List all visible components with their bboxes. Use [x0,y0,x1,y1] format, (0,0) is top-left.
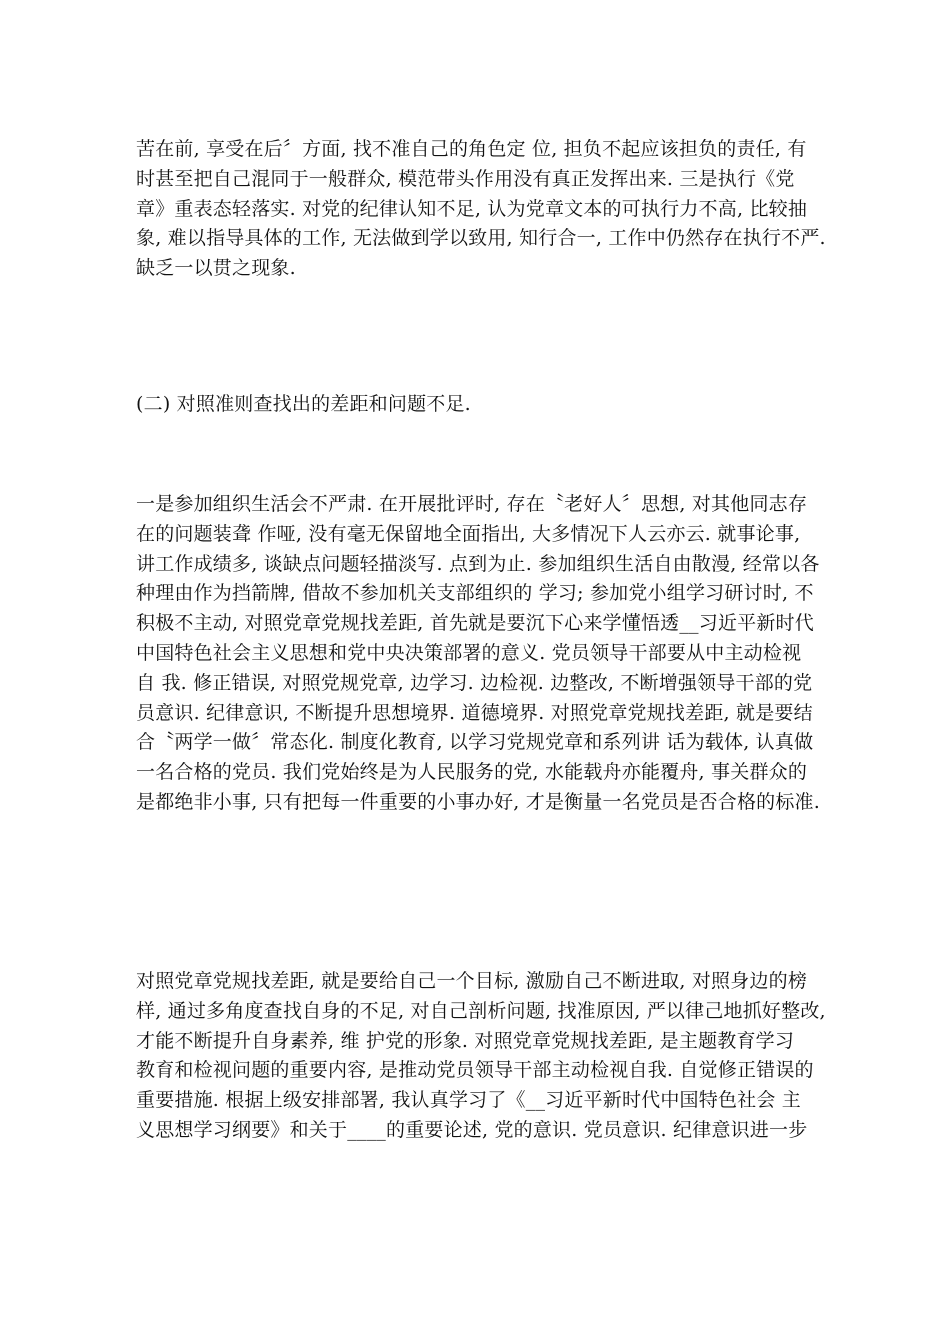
text-line: 是都绝非小事, 只有把每一件重要的小事办好, 才是衡量一名党员是否合格的标准. [136,790,820,813]
text-line: 员意识. 纪律意识, 不断提升思想境界. 道德境界. 对照党章党规找差距, 就是要结 [136,701,813,724]
text-line: 积极不主动, 对照党章党规找差距, 首先就是要沉下心来学懂悟透__习近平新时代 [136,612,814,635]
text-line: 时甚至把自己混同于一般群众, 模范带头作用没有真正发挥出来. 三是执行《党 [136,167,795,190]
heading-line: (二) 对照准则查找出的差距和问题不足. [136,393,471,415]
text-line: 中国特色社会主义思想和党中央决策部署的意义. 党员领导干部要从中主动检视 [136,641,802,664]
text-line: 自 我. 修正错误, 对照党规党章, 边学习. 边检视. 边整改, 不断增强领导干部的党 [136,671,813,694]
text-line: 才能不断提升自身素养, 维 护党的形象. 对照党章党规找差距, 是主题教育学习 [136,1029,795,1052]
text-line: 义思想学习纲要》和关于____的重要论述, 党的意识. 党员意识. 纪律意识进一步 [136,1118,808,1141]
text-line: 章》重表态轻落实. 对党的纪律认知不足, 认为党章文本的可执行力不高, 比较抽 [136,197,808,220]
text-line: 教育和检视问题的重要内容, 是推动党员领导干部主动检视自我. 自觉修正错误的 [136,1059,814,1082]
text-line: 对照党章党规找差距, 就是要给自己一个目标, 激励自己不断进取, 对照身边的榜 [136,970,808,992]
text-line: 缺乏一以贯之现象. [136,257,296,280]
text-line: 象, 难以指导具体的工作, 无法做到学以致用, 知行合一, 工作中仍然存在执行不严. [136,227,826,250]
text-line: 重要措施. 根据上级安排部署, 我认真学习了《__习近平新时代中国特色社会 主 [136,1089,801,1112]
text-line: 种理由作为挡箭牌, 借故不参加机关支部组织的 学习; 参加党小组学习研讨时, 不 [136,582,814,605]
paragraph-find-gaps [136,967,826,1146]
text-line: 一是参加组织生活会不严肃. 在开展批评时, 存在〝老好人〞思想, 对其他同志存 [136,493,808,515]
text-line: 合〝两学一做〞常态化. 制度化教育, 以学习党规党章和系列讲 话为载体, 认真做 [136,731,814,754]
text-line: 一名合格的党员. 我们党始终是为人民服务的党, 水能载舟亦能覆舟, 事关群众的 [136,761,808,784]
section-heading [136,390,816,420]
paragraph-organization-life [136,490,820,818]
text-line: 在的问题装聋 作哑, 没有毫无保留地全面指出, 大多情况下人云亦云. 就事论事, [136,522,801,545]
text-line: 讲工作成绩多, 谈缺点问题轻描淡写. 点到为止. 参加组织生活自由散漫, 经常以各 [136,552,820,575]
text-line: 样, 通过多角度查找自身的不足, 对自己剖析问题, 找准原因, 严以律己地抓好整改, [136,999,826,1022]
text-line: 苦在前, 享受在后〞方面, 找不准自己的角色定 位, 担负不起应该担负的责任, 有 [136,138,807,160]
paragraph-continuation [136,135,826,284]
